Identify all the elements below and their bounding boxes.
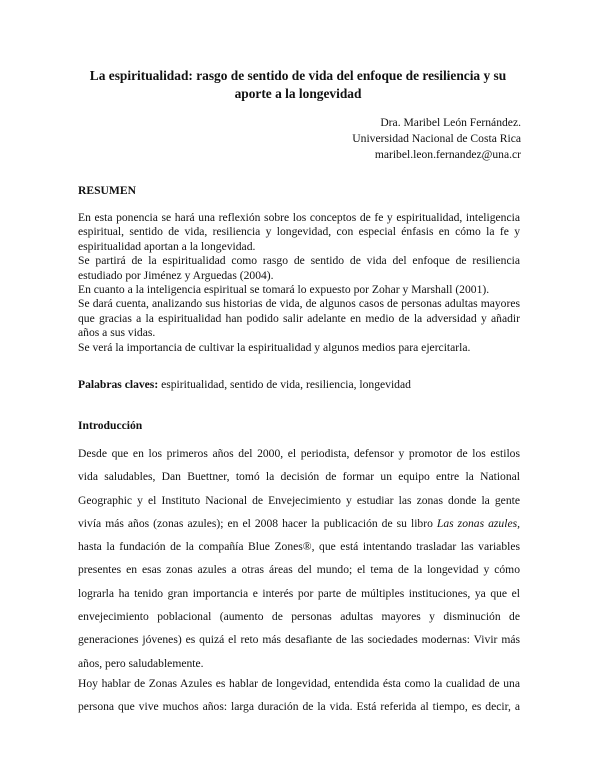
introduccion-paragraph-1 [78, 442, 520, 675]
book-title: Las zonas azules, [436, 516, 521, 530]
paragraph-line: generaciones jóvenes) es quizá el reto más desafiante de las sociedades modernas: Vivir más [78, 633, 520, 647]
resumen-heading: RESUMEN [78, 184, 136, 197]
resumen-paragraph: Se partirá de la espiritualidad como rasgo de sentido de vida del enfoque de resiliencia estudiado por Jiménez y Arguedas (2004). [78, 254, 520, 282]
author-email: maribel.leon.fernandez@una.cr [374, 147, 521, 161]
resumen-paragraph: Se dará cuenta, analizando sus historias de vida, de algunos casos de personas adultas mayores que gracias a la espiritualidad han podido salir adelante en medio de la adversidad y añadir años a sus vidas. [78, 297, 520, 340]
paragraph-line: lograrla ha tenido gran importancia e interés por parte de múltiples instituciones, ya que el [78, 586, 520, 600]
introduccion-heading: Introducción [78, 419, 143, 432]
document-title [70, 67, 526, 103]
paragraph-line: hasta la fundación de la compañía Blue Zones®, que está intentando trasladar las variables [78, 540, 520, 554]
paragraph-line: persona que vive muchos años: larga duración de la vida. Está referida al tiempo, es decir, a [78, 700, 520, 714]
author-institution: Universidad Nacional de Costa Rica [352, 131, 521, 145]
paragraph-line [78, 512, 520, 535]
resumen-paragraph: En esta ponencia se hará una reflexión sobre los conceptos de fe y espiritualidad, inteligencia espiritual, sentido de vida, resiliencia y longevidad, con especial énfasis en cómo la fe y espiritualidad aportan a la longevidad. [78, 211, 520, 253]
paragraph-line: envejecimiento poblacional (aumento de personas adultas mayores y disminución de [78, 610, 520, 624]
author-name: Dra. Maribel León Fernández. [380, 116, 521, 129]
resumen-paragraph: En cuanto a la inteligencia espiritual se tomará lo expuesto por Zohar y Marshall (2001). [78, 283, 490, 297]
paragraph-line-text: vivía más años (zonas azules); en el 2008 hacer la publicación de su libro [78, 516, 437, 530]
title-line-2: aporte a la longevidad [234, 86, 362, 101]
author-block [352, 115, 521, 162]
paragraph-line: años, pero saludablemente. [78, 656, 204, 670]
keywords [78, 377, 411, 392]
resumen-body [78, 211, 520, 355]
paragraph-line: Geographic y el Instituto Nacional de Envejecimiento y estudiar las zonas donde la gente [78, 493, 520, 507]
paragraph-line: vida saludables, Dan Buettner, tomó la decisión de formar un equipo entre la National [78, 470, 520, 484]
paragraph-line: presentes en esas zonas azules a otras áreas del mundo; el tema de la longevidad y cómo [78, 563, 520, 577]
title-line-1: La espiritualidad: rasgo de sentido de vida del enfoque de resiliencia y su [89, 68, 507, 83]
resumen-paragraph: Se verá la importancia de cultivar la espiritualidad y algunos medios para ejercitarla. [78, 340, 471, 354]
paragraph-line: Hoy hablar de Zonas Azules es hablar de longevidad, entendida ésta como la cualidad de una [78, 677, 520, 690]
keywords-text: espiritualidad, sentido de vida, resiliencia, longevidad [158, 378, 411, 391]
paragraph-line: Desde que en los primeros años del 2000, el periodista, defensor y promotor de los estilos [78, 447, 520, 460]
introduccion-paragraph-2 [78, 672, 520, 719]
keywords-label: Palabras claves: [78, 378, 159, 391]
